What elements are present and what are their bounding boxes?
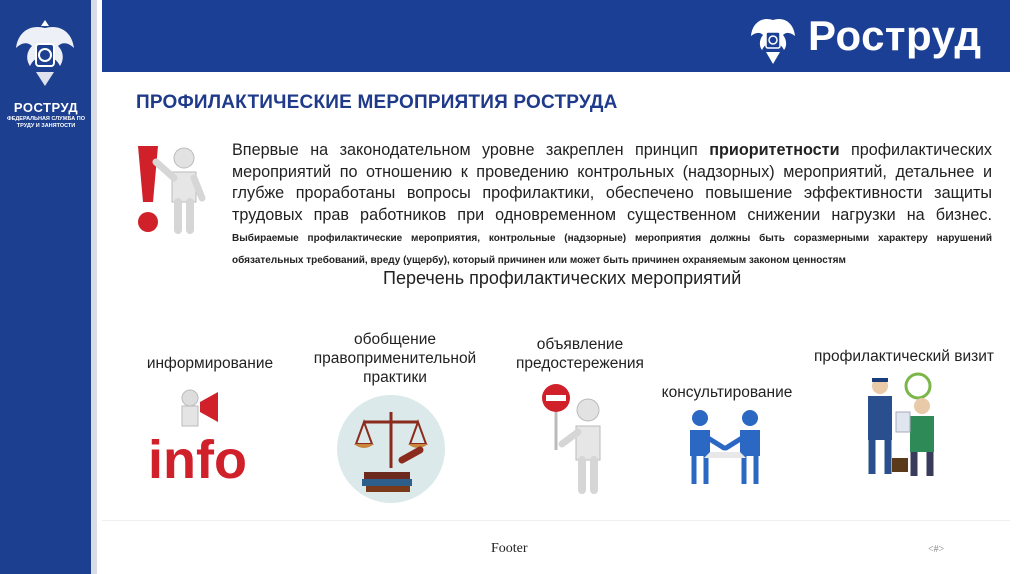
consulting-label: консультирование bbox=[661, 384, 793, 401]
exclamation-person-icon bbox=[132, 138, 212, 238]
scales-of-justice-icon bbox=[336, 394, 446, 504]
generalization-label-line-1: обобщение bbox=[353, 331, 437, 348]
intro-paragraph bbox=[232, 140, 992, 269]
consultation-meeting-icon bbox=[680, 408, 770, 492]
informing-label: информирование bbox=[146, 355, 274, 372]
warning-label bbox=[500, 335, 660, 373]
sidebar bbox=[0, 0, 91, 574]
intro-note: Выбираемые профилактические мероприятия, контрольные (надзорные) мероприятия должны быть соразмерными характеру нарушений обязательных требований, вреду (ущербу), который причинен или может быть причинен охраняемым законом ценностям bbox=[232, 233, 992, 266]
intro-text-start: Впервые на законодательном уровне закреплен принцип bbox=[232, 141, 710, 159]
generalization-label-line-2: правоприменительной bbox=[313, 350, 477, 367]
sidebar-separator bbox=[91, 0, 97, 574]
warning-label-line-2: предостережения bbox=[516, 355, 644, 372]
double-headed-eagle-emblem-icon bbox=[749, 10, 797, 66]
inspection-visit-icon bbox=[860, 372, 946, 480]
visit-label: профилактический визит bbox=[813, 348, 995, 365]
footer-text: Footer bbox=[491, 541, 528, 556]
info-icon-text: info bbox=[148, 430, 247, 490]
double-headed-eagle-emblem-icon bbox=[12, 14, 78, 92]
header-banner bbox=[102, 0, 1010, 72]
generalization-label bbox=[300, 330, 490, 387]
stop-sign-person-icon bbox=[540, 380, 620, 496]
intro-text-end: профилактических мероприятий по отношению к проведению контрольных (надзорных) мероприятий, детальнее и глубже проработаны вопросы профилактики, обеспечено повышение эффективности защиты трудовых прав работников при одновременном существенном снижении нагрузки на бизнес. bbox=[232, 141, 993, 224]
footer-divider bbox=[102, 520, 1010, 521]
page-title: ПРОФИЛАКТИЧЕСКИЕ МЕРОПРИЯТИЯ РОСТРУДА bbox=[136, 92, 618, 113]
sidebar-brand: РОСТРУД bbox=[13, 100, 79, 115]
sidebar-subtitle: ФЕДЕРАЛЬНАЯ СЛУЖБА ПО ТРУДУ И ЗАНЯТОСТИ bbox=[7, 116, 85, 129]
page-number: <#> bbox=[928, 544, 945, 555]
intro-bold-word: приоритетности bbox=[709, 141, 840, 159]
list-title: Перечень профилактических мероприятий bbox=[383, 268, 742, 288]
warning-label-line-1: объявление bbox=[536, 336, 624, 353]
banner-title: Роструд bbox=[808, 12, 982, 59]
megaphone-info-icon bbox=[146, 386, 266, 490]
generalization-label-line-3: практики bbox=[363, 369, 427, 386]
